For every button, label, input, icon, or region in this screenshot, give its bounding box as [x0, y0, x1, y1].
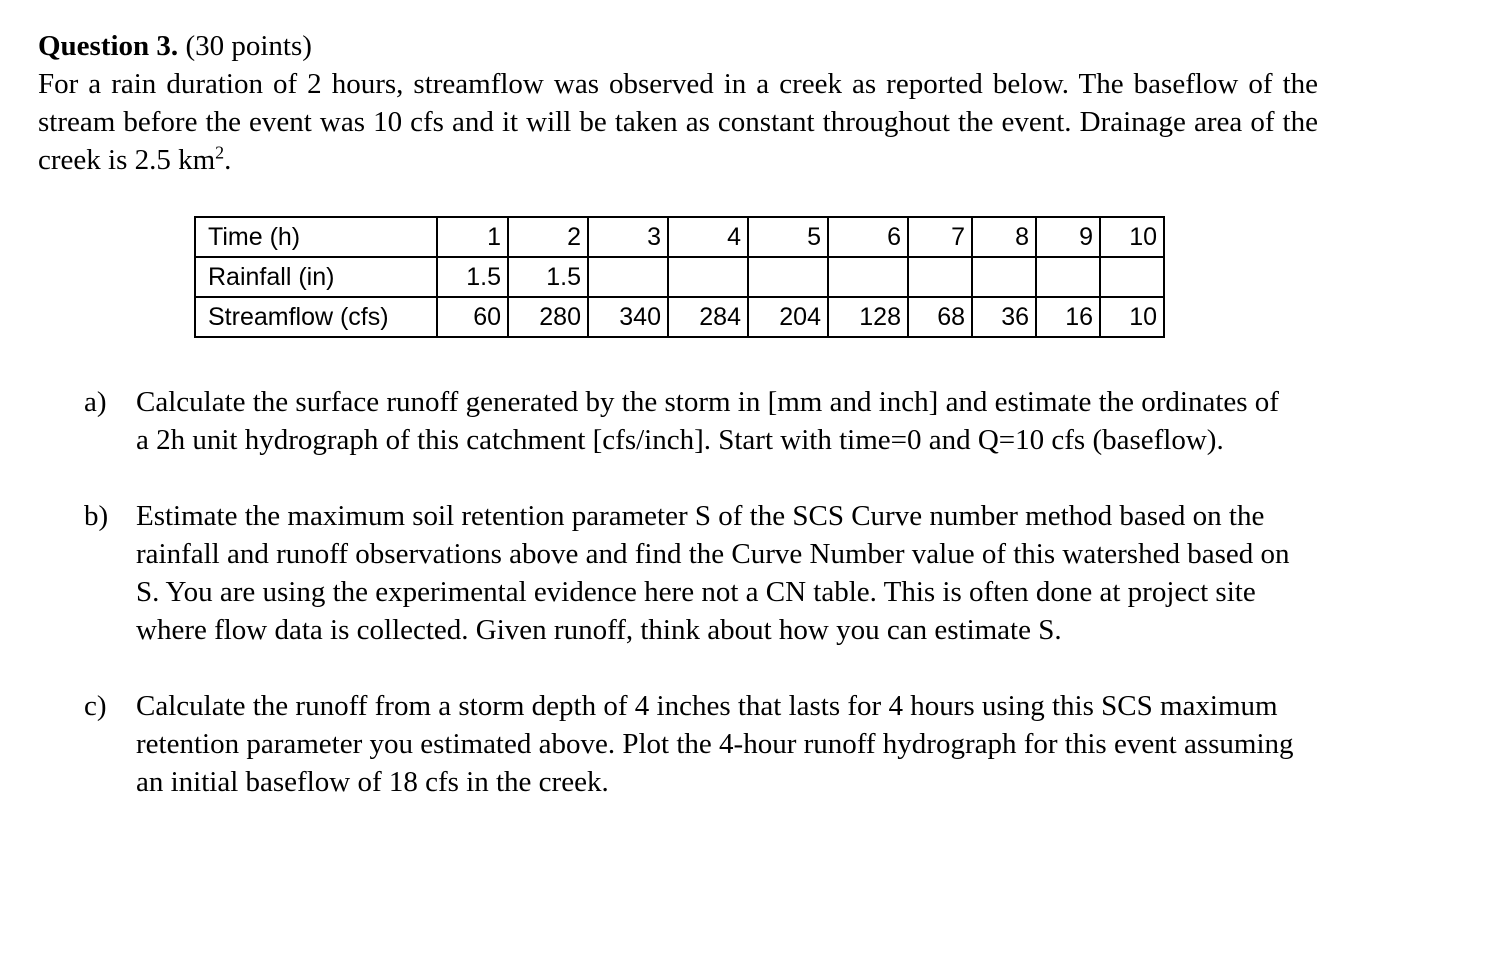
table-cell: 9	[1036, 217, 1100, 257]
table-cell	[1036, 257, 1100, 297]
question-page	[38, 28, 1478, 798]
table-cell: 3	[588, 217, 668, 257]
table-row-rainfall	[195, 257, 1164, 297]
row-label: Time (h)	[195, 217, 437, 257]
sub-question-a	[84, 383, 1324, 459]
table-cell	[908, 257, 972, 297]
row-label: Streamflow (cfs)	[195, 297, 437, 337]
table-cell: 36	[972, 297, 1036, 337]
sub-question-marker: a)	[84, 386, 107, 418]
sub-question-marker: b)	[84, 500, 109, 532]
table-cell: 60	[437, 297, 508, 337]
table-cell: 1.5	[437, 257, 508, 297]
table-cell: 6	[828, 217, 908, 257]
table-cell	[668, 257, 748, 297]
table-cell: 4	[668, 217, 748, 257]
table-cell: 16	[1036, 297, 1100, 337]
intro-superscript: 2	[215, 142, 225, 163]
table-cell: 10	[1100, 217, 1164, 257]
table-cell: 340	[588, 297, 668, 337]
question-points: (30 points)	[185, 30, 312, 62]
sub-question-c	[84, 687, 1324, 801]
sub-question-b	[84, 497, 1324, 649]
table-cell: 284	[668, 297, 748, 337]
table-cell	[748, 257, 828, 297]
sub-question-text: Estimate the maximum soil retention parameter S of the SCS Curve number method based on the rainfall and runoff observations above and find the Curve Number value of this watershed based on S. You are using the experimental evidence here not a CN table. This is often done at project site where flow data is collected. Given runoff, think about how you can estimate S.	[136, 500, 1290, 646]
intro-end: .	[224, 144, 232, 176]
table-cell: 204	[748, 297, 828, 337]
table-cell: 10	[1100, 297, 1164, 337]
table-cell: 8	[972, 217, 1036, 257]
intro-text: For a rain duration of 2 hours, streamflow was observed in a creek as reported below. The baseflow of the stream before the event was 10 cfs and it will be taken as constant throughout the event. Drainage area of the creek is 2.5 km	[38, 68, 1318, 176]
question-number: Question 3.	[38, 30, 179, 62]
table-cell: 280	[508, 297, 588, 337]
table-cell: 2	[508, 217, 588, 257]
table-cell: 1	[437, 217, 508, 257]
table-cell	[828, 257, 908, 297]
table-cell	[972, 257, 1036, 297]
sub-question-marker: c)	[84, 690, 107, 722]
table-cell	[1100, 257, 1164, 297]
table-cell: 128	[828, 297, 908, 337]
streamflow-table	[194, 216, 1165, 338]
question-intro	[38, 65, 1318, 179]
row-label: Rainfall (in)	[195, 257, 437, 297]
table-cell: 7	[908, 217, 972, 257]
table-cell: 1.5	[508, 257, 588, 297]
table-row-time	[195, 217, 1164, 257]
table-cell: 5	[748, 217, 828, 257]
table-row-streamflow	[195, 297, 1164, 337]
sub-question-text: Calculate the runoff from a storm depth of 4 inches that lasts for 4 hours using this SCS maximum retention parameter you estimated above. Plot the 4-hour runoff hydrograph for this event assuming an initial baseflow of 18 cfs in the creek.	[136, 690, 1294, 798]
sub-question-text: Calculate the surface runoff generated by the storm in [mm and inch] and estimate the ordinates of a 2h unit hydrograph of this catchment [cfs/inch]. Start with time=0 and Q=10 cfs (baseflow).	[136, 386, 1279, 456]
table-cell: 68	[908, 297, 972, 337]
sub-questions	[84, 383, 1324, 839]
question-heading	[38, 28, 1478, 65]
table-cell	[588, 257, 668, 297]
